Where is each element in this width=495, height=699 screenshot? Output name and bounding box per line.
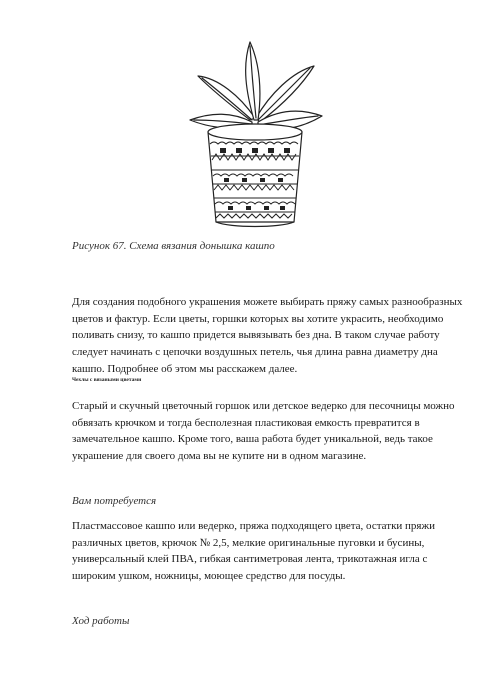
body-paragraph-1: Для создания подобного украшения можете выбирать пряжу самых разнообразных цветов и фактур. Если цветы, горшки которых вы хотите украсить, необходимо поливать снизу, то кашпо придется вывязывать без дна. В таком случае работу следует начинать с цепочки воздушных петель, чья длина равна диаметру дна кашпо. Подробнее об этом мы расскажем далее. (72, 296, 463, 375)
section-heading-needed: Вам потребуется (72, 495, 157, 507)
section-heading-progress: Ход работы (72, 615, 130, 627)
subheading: Чехлы с вязаными цветами (72, 377, 142, 383)
body-paragraph-3: Пластмассовое кашпо или ведерко, пряжа подходящего цвета, остатки пряжи различных цветов, крючок № 2,5, мелкие оригинальные пуговки и бусины, универсальный клей ПВА, гибкая сантиметровая лента, трикотажная игла с широким ушком, ножницы, моющее средство для посуды. (72, 520, 435, 583)
body-paragraph-2: Старый и скучный цветочный горшок или детское ведерко для песочницы можно обвязать крючком и тогда бесполезная пластиковая емкость превратится в замечательное кашпо. Кроме того, ваша работа будет уникальной, ведь такое украшение для своего дома вы не купите ни в одном магазине. (72, 400, 455, 463)
potted-plant-illustration (180, 36, 330, 228)
figure-caption: Рисунок 67. Схема вязания донышка кашпо (72, 240, 275, 252)
